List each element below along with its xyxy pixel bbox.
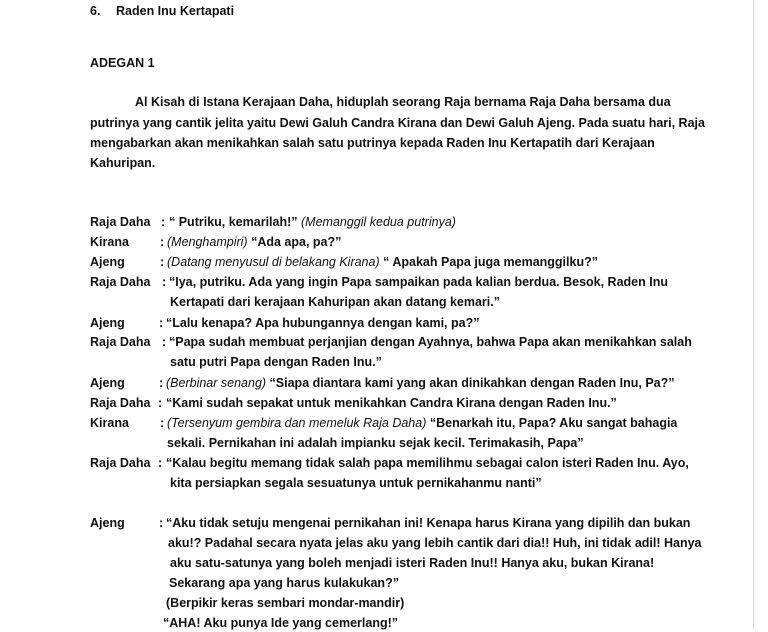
speaker-colon: : [158,396,163,410]
speech-text: “ Apakah Papa juga memanggilku?” [383,255,598,269]
dialogue-line [167,233,341,251]
speaker-name: Kirana [90,416,129,430]
speaker-colon: : [159,516,164,530]
intro-line-1: Al Kisah di Istana Kerajaan Daha, hiduplah seorang Raja bernama Raja Daha bersama dua [135,95,671,109]
speaker-colon: : [162,335,167,349]
monologue-line: aku satu-satunya yang boleh menjadi isteri Raden Inu!! Hanya aku, bukan Kirana! [170,556,655,570]
speech-text: “ Putriku, kemarilah!” [169,215,298,229]
dialogue-line [167,253,598,271]
dialogue-line [166,374,675,392]
dialogue-line [169,213,456,231]
speaker-colon: : [160,235,165,249]
stage-direction: (Menghampiri) [167,235,248,249]
speaker-colon: : [158,456,163,470]
speaker-name: Raja Daha [90,456,151,470]
speaker-colon: : [161,215,166,229]
speech-text: “Ada apa, pa?” [251,235,342,249]
speaker-name: Raja Daha [90,335,151,349]
speaker-name: Raja Daha [90,275,151,289]
intro-line-3: mengabarkan akan menikahkan salah satu putrinya kepada Raden Inu Kertapatih dari Kerajaan [90,136,655,150]
stage-direction: (Tersenyum gembira dan memeluk Raja Daha) [167,416,427,430]
speaker-colon: : [159,376,164,390]
speech-text: “Lalu kenapa? Apa hubungannya dengan kami, pa?” [166,316,480,330]
speech-text: “Papa sudah membuat perjanjian dengan Ayahnya, bahwa Papa akan menikahkan salah [169,335,692,349]
speech-continuation: satu putri Papa dengan Raden Inu.” [170,355,382,369]
speaker-name: Ajeng [90,516,125,530]
scene-heading: ADEGAN 1 [90,56,155,70]
speech-continuation: sekali. Pernikahan ini adalah impianku sejak kecil. Terimakasih, Papa” [167,436,584,450]
monologue-line: aku!? Padahal secara nyata jelas aku yang lebih cantik dari dia!! Huh, ini tidak adil! Hanya [168,536,702,550]
section-number: 6. [90,4,101,18]
speaker-colon: : [162,275,167,289]
speech-text: “Kami sudah sepakat untuk menikahkan Candra Kirana dengan Raden Inu.” [166,396,617,410]
dialogue-line [167,414,677,432]
speaker-colon: : [159,316,164,330]
speaker-name: Raja Daha [90,215,151,229]
section-title: Raden Inu Kertapati [116,4,235,18]
speaker-name: Ajeng [90,316,125,330]
speech-text: “Benarkah itu, Papa? Aku sangat bahagia [429,416,678,430]
speaker-name: Ajeng [90,376,125,390]
monologue-line: Sekarang apa yang harus kulakukan?” [169,576,399,590]
stage-direction: (Datang menyusul di belakang Kirana) [167,255,380,269]
speech-continuation: Kertapati dari kerajaan Kahuripan akan datang kemari.” [170,295,500,309]
intro-line-2: putrinya yang cantik jelita yaitu Dewi Galuh Candra Kirana dan Dewi Galuh Ajeng. Pada suatu hari, Raja [90,116,705,130]
speaker-colon: : [160,416,165,430]
page-edge-divider [753,0,754,630]
speaker-colon: : [160,255,165,269]
speaker-name: Raja Daha [90,396,151,410]
stage-direction: (Memanggil kedua putrinya) [301,215,456,229]
stage-direction: (Berpikir keras sembari mondar-mandir) [166,596,405,610]
speech-text: “Iya, putriku. Ada yang ingin Papa sampaikan pada kalian berdua. Besok, Raden Inu [169,275,668,289]
stage-direction: (Berbinar senang) [166,376,267,390]
speaker-name: Kirana [90,235,129,249]
speaker-name: Ajeng [90,255,125,269]
speech-text: “Kalau begitu memang tidak salah papa memilihmu sebagai calon isteri Raden Inu. Ayo, [166,456,689,470]
speech-continuation: kita persiapkan segala sesuatunya untuk pernikahanmu nanti” [170,476,542,490]
speech-text: “Siapa diantara kami yang akan dinikahkan dengan Raden Inu, Pa?” [269,376,675,390]
intro-line-4: Kahuripan. [90,156,156,170]
monologue-line: “Aku tidak setuju mengenai pernikahan ini! Kenapa harus Kirana yang dipilih dan bukan [166,516,691,530]
monologue-line: “AHA! Aku punya Ide yang cemerlang!” [163,616,398,630]
